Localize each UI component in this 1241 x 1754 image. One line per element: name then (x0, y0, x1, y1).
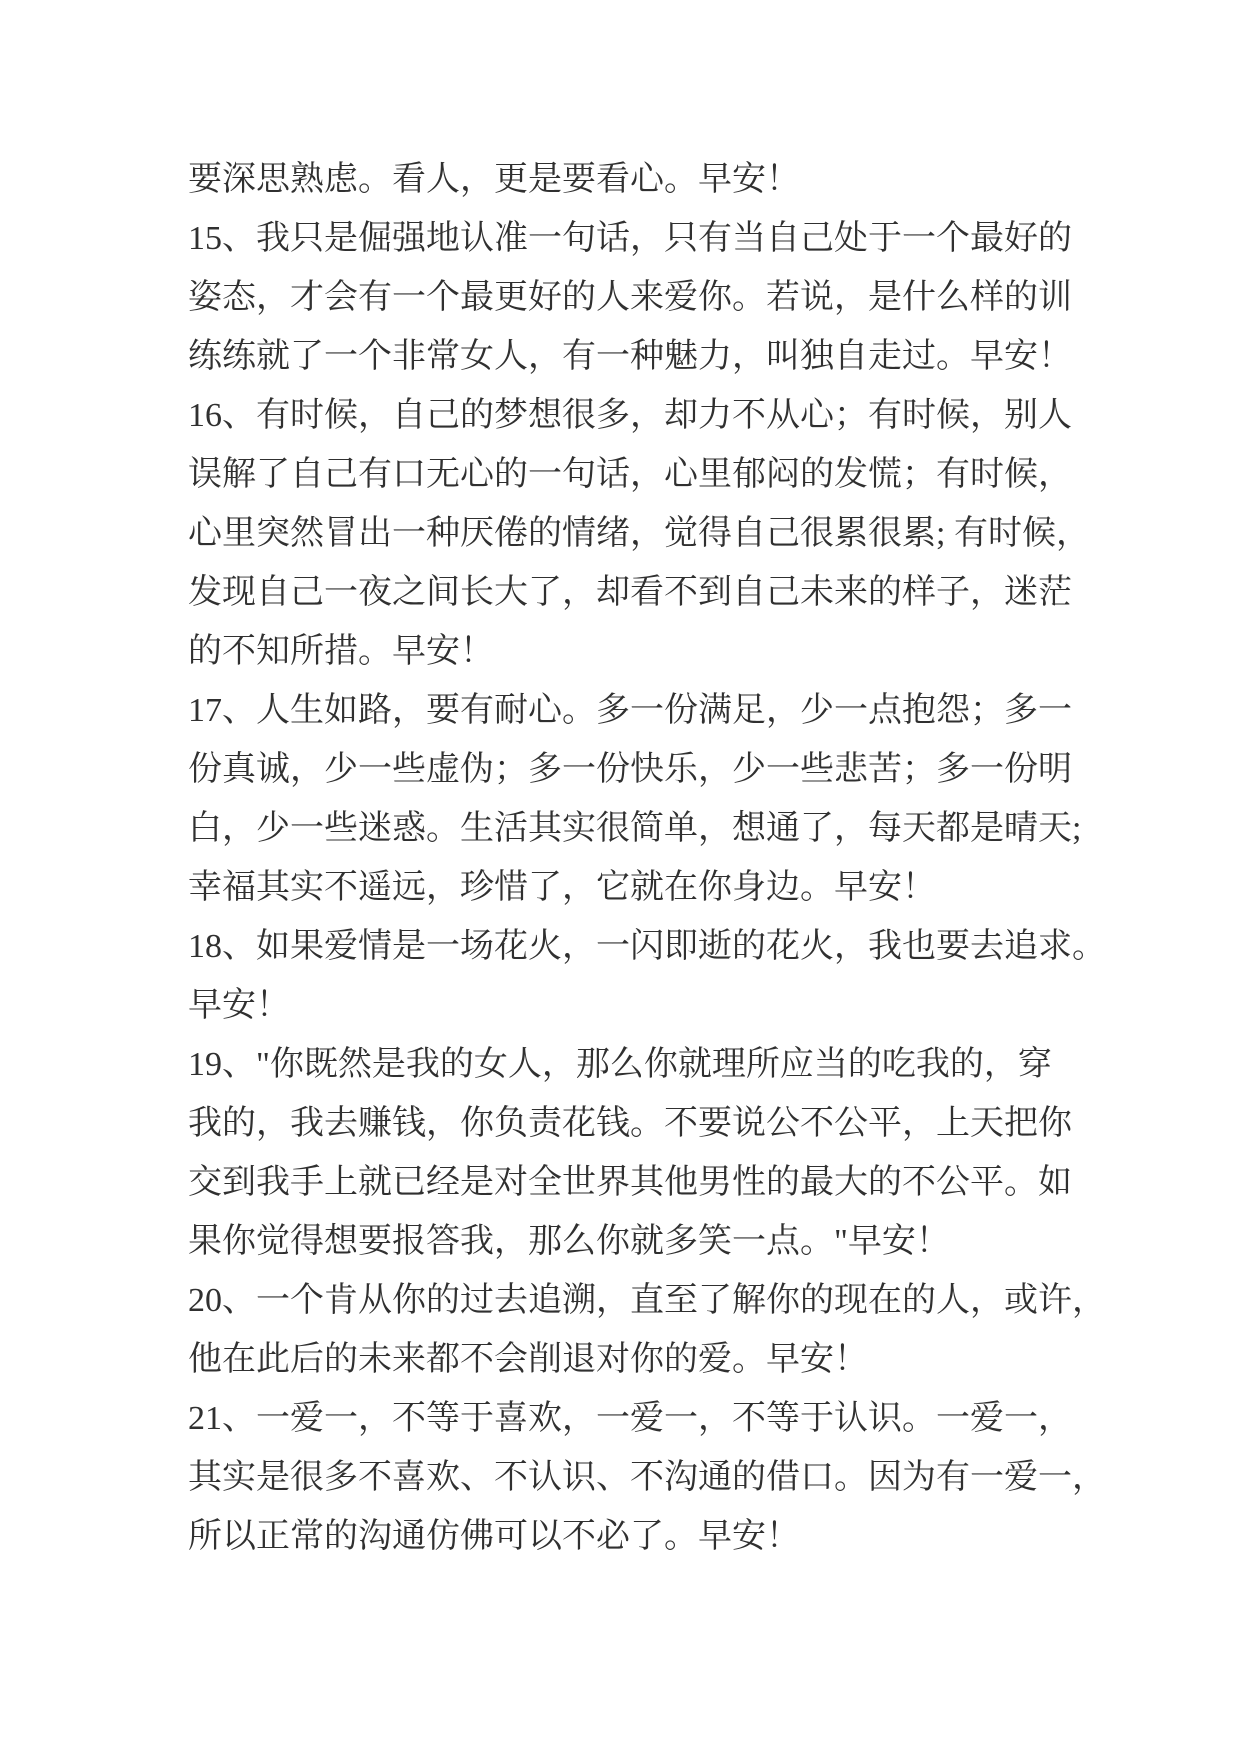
text-line: 21、一爱一，不等于喜欢，一爱一，不等于认识。一爱一， (188, 1400, 1072, 1437)
quote-list (188, 150, 1198, 1566)
text-line: 发现自己一夜之间长大了，却看不到自己未来的样子，迷茫 (188, 574, 1072, 611)
item-16 (188, 386, 1198, 681)
text-line: 幸福其实不遥远，珍惜了，它就在你身边。早安！ (188, 869, 936, 906)
item-18 (188, 917, 1198, 1035)
item-19 (188, 1035, 1198, 1271)
text-line: 误解了自己有口无心的一句话，心里郁闷的发慌；有时候， (188, 456, 1072, 493)
item-14-tail (188, 150, 1198, 209)
text-line: 17、人生如路，要有耐心。多一份满足，少一点抱怨；多一 (188, 692, 1072, 729)
text-line: 姿态，才会有一个最更好的人来爱你。若说，是什么样的训 (188, 279, 1072, 316)
text-line: 早安！ (188, 987, 290, 1024)
text-line: 19、"你既然是我的女人，那么你就理所应当的吃我的，穿 (188, 1046, 1052, 1083)
text-line: 所以正常的沟通仿佛可以不必了。早安！ (188, 1518, 800, 1555)
text-line: 15、我只是倔强地认准一句话，只有当自己处于一个最好的 (188, 220, 1072, 257)
item-21 (188, 1389, 1198, 1566)
text-line: 要深思熟虑。看人，更是要看心。早安！ (188, 161, 800, 198)
item-20 (188, 1271, 1198, 1389)
item-17 (188, 681, 1198, 917)
text-line: 份真诚，少一些虚伪；多一份快乐，少一些悲苦；多一份明 (188, 751, 1072, 788)
text-line: 其实是很多不喜欢、不认识、不沟通的借口。因为有一爱一， (188, 1459, 1106, 1496)
text-line: 心里突然冒出一种厌倦的情绪，觉得自己很累很累; 有时候， (188, 515, 1090, 552)
text-line: 我的，我去赚钱，你负责花钱。不要说公不公平，上天把你 (188, 1105, 1072, 1142)
text-line: 练练就了一个非常女人，有一种魅力，叫独自走过。早安！ (188, 338, 1072, 375)
item-15 (188, 209, 1198, 386)
text-line: 18、如果爱情是一场花火，一闪即逝的花火，我也要去追求。 (188, 928, 1106, 965)
text-line: 的不知所措。早安！ (188, 633, 494, 670)
text-line: 他在此后的未来都不会削退对你的爱。早安！ (188, 1341, 868, 1378)
text-line: 20、一个肯从你的过去追溯，直至了解你的现在的人，或许， (188, 1282, 1106, 1319)
text-line: 白，少一些迷惑。生活其实很简单，想通了，每天都是晴天; (188, 810, 1082, 847)
text-line: 16、有时候，自己的梦想很多，却力不从心；有时候，别人 (188, 397, 1072, 434)
text-line: 交到我手上就已经是对全世界其他男性的最大的不公平。如 (188, 1164, 1072, 1201)
text-line: 果你觉得想要报答我，那么你就多笑一点。"早安！ (188, 1223, 950, 1260)
